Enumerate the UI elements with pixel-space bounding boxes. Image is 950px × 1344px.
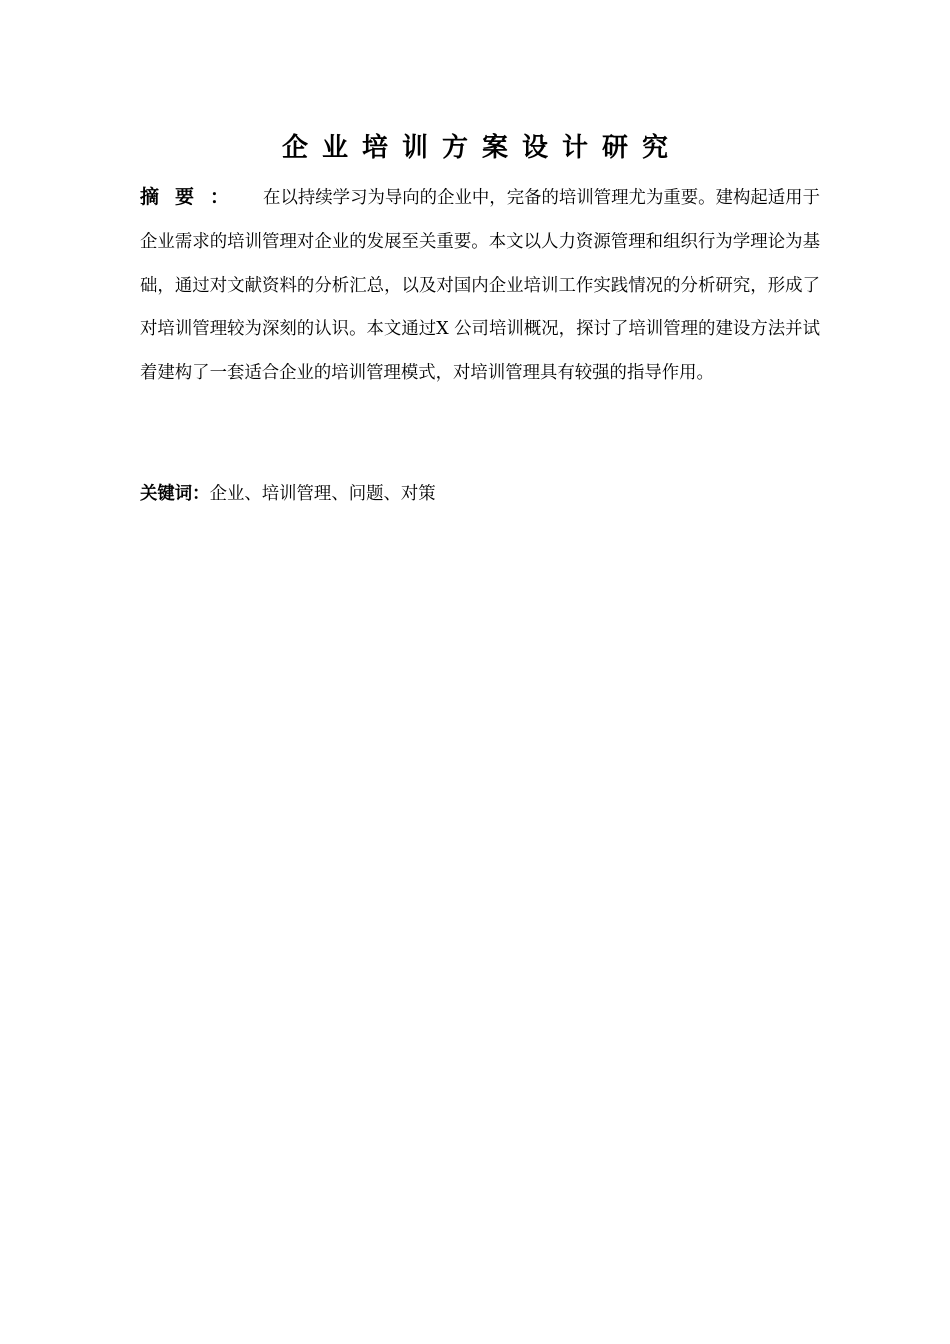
abstract-text: 在以持续学习为导向的企业中，完备的培训管理尤为重要。建构起适用于企业需求的培训管理对企业的发展至关重要。本文以人力资源管理和组织行为学理论为基础，通过对文献资料的分析汇总，以及对国内企业培训工作实践情况的分析研究，形成了对培训管理较为深刻的认识。本文通过X 公司培训概况，探讨了培训管理的建设方法并试着建构了一套适合企业的培训管理模式，对培训管理具有较强的指导作用。 (140, 188, 820, 384)
keywords-text: 企业、培训管理、问题、对策 (209, 484, 436, 504)
keywords-label: 关键词： (140, 484, 210, 504)
abstract-label: 摘要： (140, 186, 246, 208)
abstract-paragraph (140, 176, 820, 396)
keywords-line (140, 476, 820, 512)
document-title: 企业培训方案设计研究 (281, 133, 682, 163)
